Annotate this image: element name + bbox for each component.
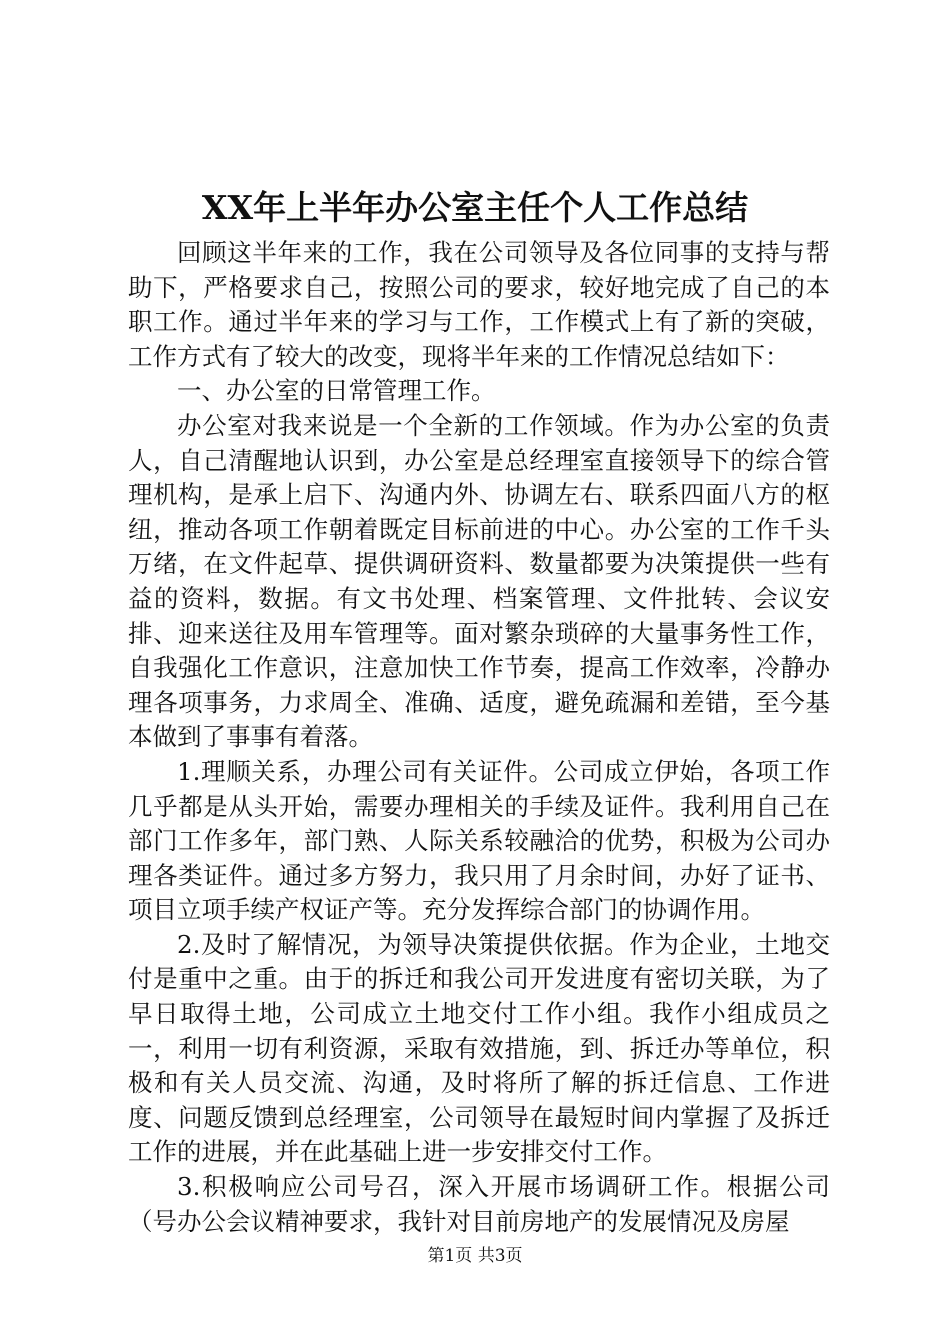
paragraph-intro: 回顾这半年来的工作，我在公司领导及各位同事的支持与帮助下，严格要求自己，按照公司的要求，较好地完成了自己的本职工作。通过半年来的学习与工作，工作模式上有了新的突破，工作方式有了较大的改变，现将半年来的工作情况总结如下： — [128, 238, 830, 371]
section-heading-daily-management: 一、办公室的日常管理工作。 — [177, 376, 496, 406]
paragraph-office-role: 办公室对我来说是一个全新的工作领域。作为办公室的负责人，自己清醒地认识到，办公室是总经理室直接领导下的综合管理机构，是承上启下、沟通内外、协调左右、联系四面八方的枢纽，推动各项工作朝着既定目标前进的中心。办公室的工作千头万绪，在文件起草、提供调研资料、数量都要为决策提供一些有益的资料，数据。有文书处理、档案管理、文件批转、会议安排、迎来送往及用车管理等。面对繁杂琐碎的大量事务性工作，自我强化工作意识，注意加快工作节奏，提高工作效率，冷静办理各项事务，力求周全、准确、适度，避免疏漏和差错，至今基本做到了事事有着落。 — [128, 410, 830, 752]
page-footer: 第1页 共3页 — [427, 1246, 523, 1266]
paragraph-item-1: 1.理顺关系，办理公司有关证件。公司成立伊始，各项工作几乎都是从头开始，需要办理相关的手续及证件。我利用自己在部门工作多年，部门熟、人际关系较融洽的优势，积极为公司办理各类证件。通过多方努力，我只用了月余时间，办好了证书、项目立项手续产权证产等。充分发挥综合部门的协调作用。 — [128, 756, 830, 925]
document-body — [128, 236, 830, 1239]
paragraph-item-3: 3.积极响应公司号召，深入开展市场调研工作。根据公司（号办公会议精神要求，我针对目前房地产的发展情况及房屋 — [128, 1172, 830, 1236]
document-title: XX年上半年办公室主任个人工作总结 — [201, 188, 749, 227]
paragraph-item-2: 2.及时了解情况，为领导决策提供依据。作为企业，土地交付是重中之重。由于的拆迁和我公司开发进度有密切关联，为了早日取得土地，公司成立土地交付工作小组。我作小组成员之一，利用一切有利资源，采取有效措施，到、拆迁办等单位，积极和有关人员交流、沟通，及时将所了解的拆迁信息、工作进度、问题反馈到总经理室，公司领导在最短时间内掌握了及拆迁工作的进展，并在此基础上进一步安排交付工作。 — [128, 929, 830, 1167]
